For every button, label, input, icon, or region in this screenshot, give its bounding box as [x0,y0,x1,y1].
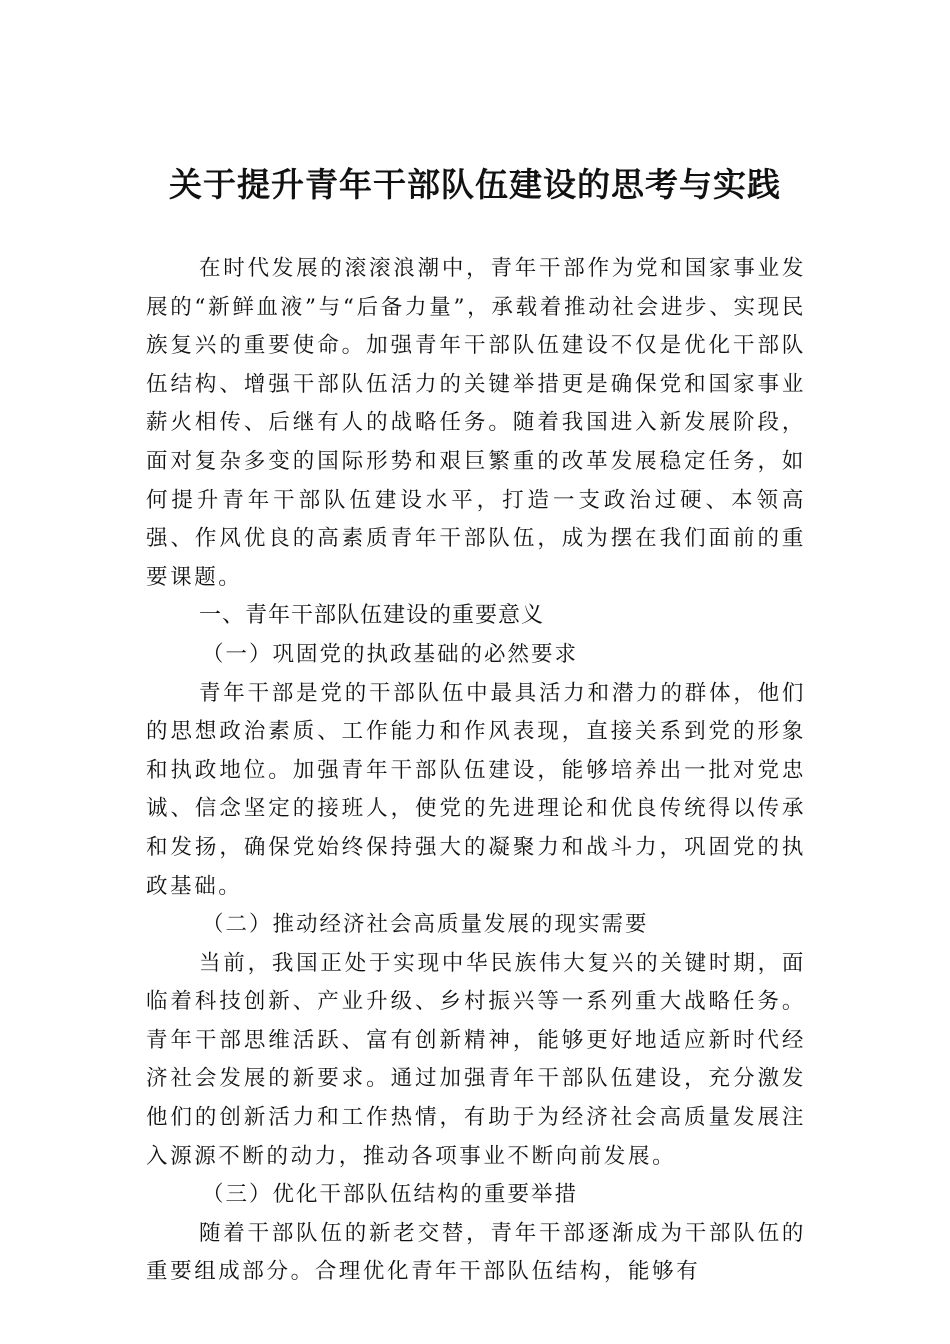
subsection-paragraph-1: 青年干部是党的干部队伍中最具活力和潜力的群体，他们的思想政治素质、工作能力和作风表现，直接关系到党的形象和执政地位。加强青年干部队伍建设，能够培养出一批对党忠诚、信念坚定的接班人，使党的先进理论和优良传统得以传承和发扬，确保党始终保持强大的凝聚力和战斗力，巩固党的执政基础。 [146,680,806,899]
subsection-heading-3: （三）优化干部队伍结构的重要举措 [202,1182,579,1208]
document-body [146,250,806,1292]
document-title: 关于提升青年干部队伍建设的思考与实践 [169,165,781,204]
subsection-heading-1: （一）巩固党的执政基础的必然要求 [202,641,579,667]
subsection-heading-2: （二）推动经济社会高质量发展的现实需要 [202,912,649,938]
subsection-paragraph-3: 随着干部队伍的新老交替，青年干部逐渐成为干部队伍的重要组成部分。合理优化青年干部队伍结构，能够有 [146,1220,806,1285]
intro-paragraph: 在时代发展的滚滚浪潮中，青年干部作为党和国家事业发展的“新鲜血液”与“后备力量”，承载着推动社会进步、实现民族复兴的重要使命。加强青年干部队伍建设不仅是优化干部队伍结构、增强干部队伍活力的关键举措更是确保党和国家事业薪火相传、后继有人的战略任务。随着我国进入新发展阶段，面对复杂多变的国际形势和艰巨繁重的改革发展稳定任务，如何提升青年干部队伍建设水平，打造一支政治过硬、本领高强、作风优良的高素质青年干部队伍，成为摆在我们面前的重要课题。 [146,256,806,590]
subsection-paragraph-2: 当前，我国正处于实现中华民族伟大复兴的关键时期，面临着科技创新、产业升级、乡村振兴等一系列重大战略任务。青年干部思维活跃、富有创新精神，能够更好地适应新时代经济社会发展的新要求。通过加强青年干部队伍建设，充分激发他们的创新活力和工作热情，有助于为经济社会高质量发展注入源源不断的动力，推动各项事业不断向前发展。 [146,950,806,1169]
section-heading-1: 一、青年干部队伍建设的重要意义 [199,603,545,629]
